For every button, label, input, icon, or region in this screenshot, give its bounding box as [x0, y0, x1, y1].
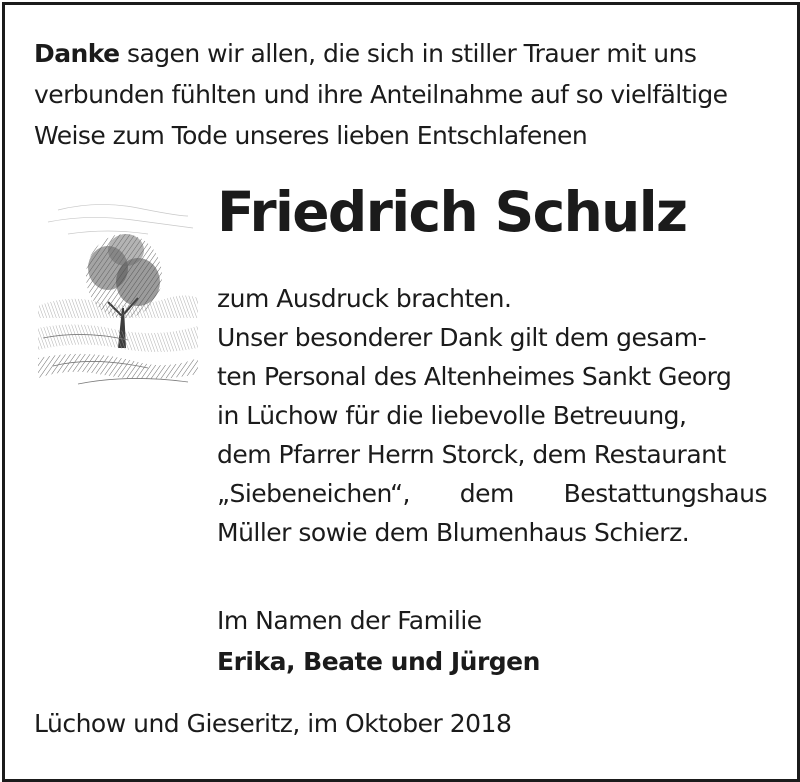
intro-line-1-rest: sagen wir allen, die sich in stiller Trauer mit uns [119, 39, 697, 68]
body-word: Bestattungshaus [563, 479, 767, 508]
tree-landscape-sketch-icon [38, 198, 198, 390]
thanks-paragraph [217, 279, 767, 552]
body-line: Müller sowie dem Blumenhaus Schierz. [217, 518, 690, 547]
deceased-name: Friedrich Schulz [217, 180, 687, 244]
family-names: Erika, Beate und Jürgen [217, 647, 540, 676]
body-line: in Lüchow für die liebevolle Betreuung, [217, 401, 687, 430]
intro-line-2: verbunden fühlten und ihre Anteilnahme auf so vielfältige [34, 80, 728, 109]
signoff-intro: Im Namen der Familie [217, 606, 482, 635]
body-line-spread [217, 474, 767, 513]
intro-lead-word: Danke [34, 39, 120, 68]
signoff [217, 600, 540, 682]
body-word: „Siebeneichen“, [217, 479, 410, 508]
intro-line-3: Weise zum Tode unseres lieben Entschlafenen [34, 121, 588, 150]
body-word: dem [459, 479, 514, 508]
body-line: Unser besonderer Dank gilt dem gesam- [217, 323, 707, 352]
body-line: dem Pfarrer Herrn Storck, dem Restaurant [217, 440, 726, 469]
intro-paragraph [34, 33, 774, 156]
place-and-date: Lüchow und Gieseritz, im Oktober 2018 [34, 709, 512, 738]
body-line: ten Personal des Altenheimes Sankt Georg [217, 362, 732, 391]
intro-line-1 [34, 33, 774, 74]
body-line: zum Ausdruck brachten. [217, 284, 512, 313]
